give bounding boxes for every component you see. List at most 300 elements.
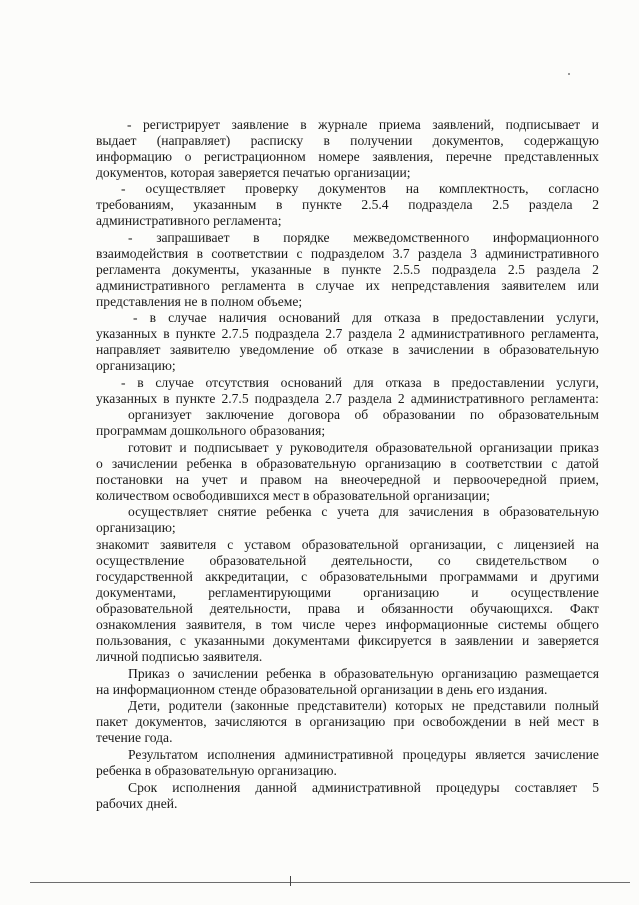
word: зачислении [192, 666, 259, 681]
word: 3 [470, 246, 477, 261]
word: зачисление [534, 747, 599, 762]
word: и [521, 633, 530, 648]
word: ознакомления [96, 617, 177, 632]
word: образовательными [319, 569, 428, 584]
text-line [96, 569, 599, 585]
word: регламента [96, 262, 161, 277]
text-line [96, 472, 599, 488]
text-line [96, 326, 599, 342]
word: запрашивает [156, 230, 230, 245]
word: согласно [548, 181, 599, 196]
page-bottom-rule [30, 882, 630, 883]
text-line [96, 278, 599, 294]
word: указанных [96, 326, 158, 341]
text-line: количеством освободившихся мест в образовательной организации; [96, 488, 490, 503]
word: руководителя [289, 440, 368, 455]
word: получении [350, 133, 413, 148]
word: системы [497, 617, 547, 632]
word: соответствии [465, 456, 543, 471]
word: заявителем [501, 278, 566, 293]
text-line [96, 133, 599, 149]
word: заявления, [372, 149, 434, 164]
word: в [163, 391, 170, 406]
word: пункте [302, 197, 342, 212]
word: указанные [251, 262, 312, 277]
word: указанным [193, 197, 257, 212]
word: отсутствия [205, 375, 269, 390]
text-line [96, 633, 599, 649]
word: оснований [278, 310, 340, 325]
word: заявлений, [432, 117, 495, 132]
word: в [440, 633, 447, 648]
word: образовательной [96, 601, 193, 616]
word: для [353, 375, 374, 390]
word: 2 [397, 391, 405, 406]
word: документы, [172, 262, 240, 277]
text-line [127, 117, 599, 133]
word: регламентирующими [208, 585, 332, 600]
word: представили [473, 698, 547, 713]
text-line: личной подписью заявителя. [96, 649, 263, 664]
text-line: организацию; [96, 520, 176, 535]
word: приказ [559, 440, 599, 455]
word: административного [410, 391, 525, 406]
text-line: течение года. [96, 730, 173, 745]
word: образовательную [499, 342, 599, 357]
word: образовательную [499, 504, 599, 519]
word: документов [318, 181, 386, 196]
text-line [96, 537, 599, 553]
word: 2.7 [325, 326, 343, 341]
word: информационного [492, 230, 599, 245]
word: 2.7.5 [221, 391, 249, 406]
word: готовит [128, 440, 173, 455]
word: для [352, 310, 373, 325]
word: о [177, 666, 185, 681]
word: 2.5 [507, 262, 525, 277]
word: Результатом [128, 747, 199, 762]
word: зачисляются [214, 714, 288, 729]
word: в [300, 117, 307, 132]
word: со [437, 553, 451, 568]
word: является [475, 747, 526, 762]
text-line: программам дошкольного образования; [96, 423, 326, 438]
word: через [344, 617, 377, 632]
word: заявлении [454, 633, 514, 648]
word: прием, [559, 472, 599, 487]
word: и [591, 117, 599, 132]
word: в [514, 714, 521, 729]
word: не [451, 698, 465, 713]
word: в [297, 278, 304, 293]
word: в [483, 504, 490, 519]
word: и [179, 440, 187, 455]
word: образовании [382, 407, 456, 422]
word: с [227, 537, 234, 552]
word: правом [260, 472, 302, 487]
word: наличия [218, 310, 267, 325]
word: образовательной [301, 537, 399, 552]
word: том [271, 617, 293, 632]
text-line: рабочих дней. [96, 796, 178, 811]
word: осуществление [96, 553, 185, 568]
text-line [96, 714, 599, 730]
word: - [121, 375, 126, 390]
word: - [128, 230, 133, 245]
word: права [307, 601, 341, 616]
word: снятие [217, 504, 257, 519]
word: административного [485, 246, 599, 261]
word: организации, [409, 537, 486, 552]
word: документами [273, 633, 350, 648]
word: по [469, 407, 484, 422]
word: в [432, 310, 440, 325]
word: заявление [231, 117, 289, 132]
word: заявителя, [185, 617, 246, 632]
word: обучающихся. [470, 601, 553, 616]
word: у [275, 440, 283, 455]
word: подраздела [254, 391, 319, 406]
word: порядке [283, 230, 330, 245]
page-bottom-tick [290, 876, 291, 886]
word: Факт [569, 601, 599, 616]
word: и [240, 472, 248, 487]
word: образовательной [375, 440, 473, 455]
word: и [433, 472, 441, 487]
word: (направляет) [156, 133, 231, 148]
word: раздела [418, 246, 462, 261]
text-line [96, 262, 599, 278]
word: организацию [363, 585, 440, 600]
word: с [296, 246, 303, 261]
word: 2.5 [492, 197, 510, 212]
word: Приказ [128, 666, 170, 681]
text-line: документов, которая заверяется печатью организации; [96, 165, 411, 180]
text-line [96, 585, 599, 601]
word: с [496, 537, 504, 552]
word: в [163, 326, 170, 341]
word: - [133, 310, 138, 325]
word: фиксируется [358, 633, 432, 648]
word: оснований [280, 375, 342, 390]
word: на [585, 537, 599, 552]
word: представители) [297, 698, 387, 713]
word: уведомление [239, 342, 315, 357]
word: которых [395, 698, 443, 713]
word: - [121, 181, 126, 196]
word: внеочередной [340, 472, 421, 487]
word: 3.7 [392, 246, 410, 261]
word: в [240, 456, 248, 471]
text-line: организацию; [96, 358, 176, 373]
word: 2 [592, 262, 599, 277]
word: соответствии [211, 246, 289, 261]
word: межведомственного [353, 230, 470, 245]
word: раздела [528, 197, 573, 212]
word: исполнения [207, 747, 276, 762]
word: деятельности, [331, 553, 413, 568]
word: ребенка [266, 504, 312, 519]
word: (законные [230, 698, 289, 713]
text-line: ребенка в образовательную организацию. [96, 763, 337, 778]
word: об [323, 342, 338, 357]
word: содержащую [523, 133, 599, 148]
word: выдает [96, 133, 137, 148]
word: организации [479, 440, 553, 455]
word: в [323, 262, 330, 277]
word: для [378, 504, 399, 519]
text-line [96, 197, 599, 213]
word: образовательной [209, 553, 307, 568]
word: процедуры [435, 780, 500, 795]
word: раздела [348, 391, 392, 406]
word: документами, [96, 585, 177, 600]
word: подраздела [431, 262, 497, 277]
word: другими [549, 569, 599, 584]
word: с [321, 504, 328, 519]
word: в [275, 197, 283, 212]
word: постановки [96, 472, 163, 487]
word: перечне [445, 149, 492, 164]
word: административного [411, 326, 525, 341]
word: организует [128, 407, 192, 422]
word: отказе [346, 342, 384, 357]
text-line [128, 504, 599, 520]
word: в [319, 666, 326, 681]
word: случае [155, 375, 194, 390]
word: при [393, 714, 415, 729]
word: уставом [244, 537, 291, 552]
word: подписывает [505, 117, 581, 132]
word: регламента [221, 278, 286, 293]
word: пакет [96, 714, 128, 729]
text-line [96, 246, 599, 262]
word: на [314, 472, 328, 487]
word: в [450, 456, 457, 471]
word: журнале [318, 117, 368, 132]
word: заявителя [159, 537, 217, 552]
text-line: административного регламента; [96, 213, 282, 228]
word: заявителю [169, 342, 231, 357]
word: предоставлении [451, 310, 545, 325]
word: проверку [245, 181, 299, 196]
word: учета [337, 504, 370, 519]
word: случае [168, 310, 207, 325]
word: образовательную [256, 456, 357, 471]
word: их [365, 278, 380, 293]
word: с [551, 456, 558, 471]
word: 2 [398, 326, 405, 341]
word: отказа [384, 310, 421, 325]
text-line [128, 666, 599, 682]
text-line [121, 181, 599, 197]
word: 5 [592, 780, 599, 795]
word: раздела [348, 326, 393, 341]
word: договора [288, 407, 340, 422]
word: образовательную [333, 666, 434, 681]
word: родители [168, 698, 223, 713]
word: образовательным [498, 407, 599, 422]
text-line [128, 698, 599, 714]
word: числе [302, 617, 336, 632]
word: указанных [96, 391, 158, 406]
word: или [577, 278, 599, 293]
word: пункте [175, 326, 216, 341]
word: ребенка [266, 666, 312, 681]
word: административной [311, 780, 421, 795]
word: пользования, [96, 633, 172, 648]
word: Дети, [128, 698, 161, 713]
word: об [354, 407, 369, 422]
word: и [530, 569, 538, 584]
word: в [592, 714, 599, 729]
word: информацию [96, 149, 172, 164]
word: представленных [504, 149, 599, 164]
word: зачисления [408, 504, 474, 519]
word: в [392, 342, 399, 357]
word: отказа [385, 375, 422, 390]
word: зачислении [408, 342, 474, 357]
word: осуществляет [145, 181, 226, 196]
word: 2.7.5 [221, 326, 249, 341]
word: 2.5.5 [392, 262, 421, 277]
word: услуги, [556, 310, 599, 325]
word: случае [315, 278, 355, 293]
word: регистрационном [204, 149, 306, 164]
scan-speck [568, 73, 570, 75]
word: взаимодействия [96, 246, 189, 261]
word: требованиям, [96, 197, 174, 212]
word: в [196, 246, 204, 261]
word: 2.7 [325, 391, 343, 406]
word: непредставления [391, 278, 490, 293]
text-line [121, 375, 599, 391]
text-line [128, 780, 599, 796]
word: регистрирует [142, 117, 221, 132]
word: общего [556, 617, 599, 632]
word: исполнения [172, 780, 241, 795]
word: о [96, 456, 103, 471]
word: указанными [194, 633, 265, 648]
word: о [592, 553, 599, 568]
word: ребенка [186, 456, 232, 471]
word: данной [255, 780, 297, 795]
word: датой [566, 456, 599, 471]
word: осуществление [510, 585, 599, 600]
word: Срок [128, 780, 158, 795]
word: размещается [525, 666, 599, 681]
word: с [179, 633, 186, 648]
word: приема [378, 117, 421, 132]
word: информационные [385, 617, 489, 632]
text-line [133, 310, 599, 326]
word: с [301, 569, 308, 584]
text-line: на информационном стенде образовательной организации в день его издания. [96, 682, 548, 697]
word: - [127, 117, 132, 132]
word: административного [96, 278, 210, 293]
word: подраздела [408, 197, 473, 212]
text-line [96, 553, 599, 569]
word: мест [557, 714, 585, 729]
word: лицензией [514, 537, 575, 552]
word: 2 [592, 197, 599, 212]
word: осуществляет [128, 504, 208, 519]
word: в [483, 342, 490, 357]
word: в [295, 714, 302, 729]
word: в [323, 133, 330, 148]
word: документов, [432, 133, 504, 148]
word: в [137, 375, 144, 390]
word: заключение [205, 407, 274, 422]
word: подписывает [193, 440, 269, 455]
word: учет [201, 472, 228, 487]
text-line [96, 342, 599, 358]
word: аккредитации, [205, 569, 289, 584]
word: услуги, [556, 375, 599, 390]
word: организацию [309, 714, 386, 729]
word: на [175, 472, 190, 487]
word: обязанности [381, 601, 454, 616]
word: в [255, 617, 262, 632]
word: подраздела [254, 326, 320, 341]
word: первоочередной [453, 472, 547, 487]
word: пункте [175, 391, 216, 406]
word: направляет [96, 342, 161, 357]
word: в [433, 375, 440, 390]
text-line [128, 230, 599, 246]
word: на [405, 181, 420, 196]
word: знакомит [96, 537, 149, 552]
word: деятельности, [209, 601, 291, 616]
text-line [96, 617, 599, 633]
word: процедуры [402, 747, 467, 762]
word: подразделом [310, 246, 385, 261]
word: организацию [441, 666, 518, 681]
word: и [471, 585, 479, 600]
word: в [253, 230, 260, 245]
word: предоставлении [451, 375, 545, 390]
text-line [96, 391, 599, 407]
text-line [96, 456, 599, 472]
word: и [357, 601, 365, 616]
word: составляет [514, 780, 578, 795]
word: пункте [341, 262, 382, 277]
text-line [96, 601, 599, 617]
word: зачислении [111, 456, 178, 471]
text-line [128, 440, 599, 456]
word: административной [284, 747, 394, 762]
word: ней [528, 714, 550, 729]
text-line [128, 747, 599, 763]
word: расписку [250, 133, 304, 148]
word: программами [439, 569, 518, 584]
word: регламента: [530, 391, 599, 406]
word: организацию [365, 456, 442, 471]
word: государственной [96, 569, 193, 584]
word: регламента, [530, 326, 599, 341]
word: 2.5.4 [361, 197, 389, 212]
word: полный [554, 698, 599, 713]
text-line [96, 149, 599, 165]
word: раздела [536, 262, 581, 277]
word: заверяется [537, 633, 599, 648]
text-line: представления не в полном объеме; [96, 294, 303, 309]
word: документов, [135, 714, 207, 729]
word: номере [318, 149, 360, 164]
word: о [184, 149, 192, 164]
word: в [149, 310, 157, 325]
word: комплектность, [438, 181, 529, 196]
